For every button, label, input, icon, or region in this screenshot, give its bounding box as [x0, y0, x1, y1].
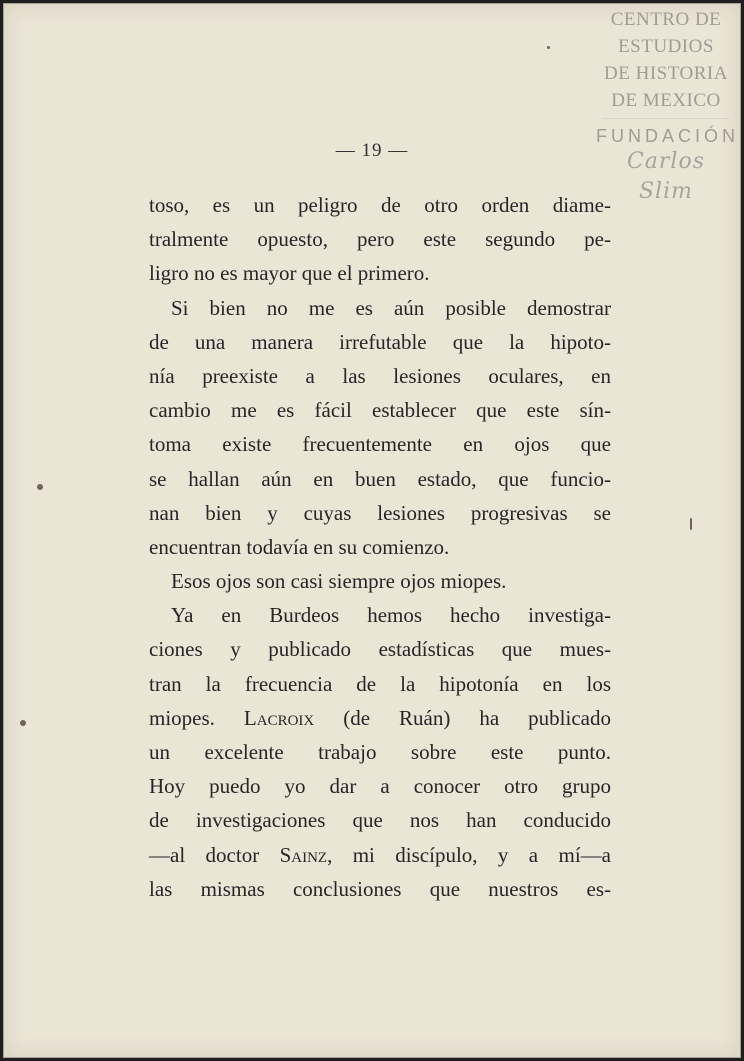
- text-line: [149, 427, 611, 461]
- watermark-line: ESTUDIOS: [618, 36, 714, 57]
- text-segment: nía preexiste a las lesiones oculares, en: [149, 363, 611, 388]
- body-text: [149, 188, 611, 906]
- text-segment: —al doctor: [149, 842, 280, 867]
- scanned-page: [3, 3, 741, 1058]
- paper-speck: [547, 46, 550, 49]
- text-line: [149, 667, 611, 701]
- text-segment: se hallan aún en buen estado, que funcio-: [149, 466, 611, 491]
- text-segment: de una manera irrefutable que la hipoto-: [149, 329, 611, 354]
- text-segment: tran la frecuencia de la hipotonía en los: [149, 671, 611, 696]
- text-line: [149, 701, 611, 735]
- text-line: [149, 496, 611, 530]
- text-line: [149, 769, 611, 803]
- text-segment: ligro no es mayor que el primero.: [149, 261, 430, 286]
- text-segment: un excelente trabajo sobre este punto.: [149, 740, 611, 764]
- text-line: [149, 359, 611, 393]
- text-line: [149, 222, 611, 256]
- text-segment: Ya en Burdeos hemos hecho investiga-: [171, 603, 611, 628]
- text-segment: , mi discípulo, y a mí—a: [327, 842, 611, 867]
- text-line: [149, 872, 611, 906]
- watermark: [596, 6, 739, 207]
- watermark-line: DE MEXICO: [611, 90, 721, 111]
- text-line: [149, 530, 611, 564]
- author-name: Lacroix: [243, 705, 315, 730]
- text-segment: de investigaciones que nos han conducido: [149, 808, 611, 833]
- text-line: [149, 598, 611, 632]
- text-line: [149, 393, 611, 427]
- text-segment: cambio me es fácil establecer que este sín-: [149, 398, 611, 423]
- text-segment: Esos ojos son casi siempre ojos miopes.: [171, 569, 507, 594]
- watermark-foundation: FUNDACIÓN: [596, 126, 739, 146]
- paper-speck: [37, 484, 43, 490]
- text-segment: tralmente opuesto, pero este segundo pe-: [149, 227, 611, 252]
- text-line: [149, 838, 611, 872]
- text-segment: encuentran todavía en su comienzo.: [149, 534, 450, 559]
- watermark-divider: [602, 118, 730, 119]
- text-line: [149, 291, 611, 325]
- watermark-signature: Carlos Slim: [626, 149, 706, 204]
- text-segment: toso, es un peligro de otro orden diame-: [149, 193, 611, 217]
- text-segment: miopes.: [149, 705, 244, 730]
- text-segment: (de Ruán) ha publicado: [314, 705, 611, 730]
- text-line: [149, 188, 611, 222]
- author-name: Sainz: [279, 842, 328, 867]
- text-line: [149, 564, 611, 598]
- text-segment: toma existe frecuentemente en ojos que: [149, 432, 611, 457]
- text-line: [149, 735, 611, 769]
- text-line: [149, 632, 611, 666]
- text-line: [149, 325, 611, 359]
- text-segment: Si bien no me es aún posible demostrar: [171, 295, 611, 320]
- page-number: — 19 —: [335, 140, 409, 161]
- text-segment: las mismas conclusiones que nuestros es-: [149, 876, 611, 901]
- text-line: [149, 462, 611, 496]
- paper-speck: [690, 518, 692, 530]
- text-segment: ciones y publicado estadísticas que mues-: [149, 637, 611, 662]
- text-segment: nan bien y cuyas lesiones progresivas se: [149, 500, 611, 525]
- watermark-line: DE HISTORIA: [604, 63, 728, 84]
- paper-speck: [20, 720, 26, 726]
- text-segment: Hoy puedo yo dar a conocer otro grupo: [149, 774, 611, 799]
- watermark-line: CENTRO DE: [610, 9, 722, 30]
- text-line: [149, 256, 611, 290]
- text-line: [149, 803, 611, 837]
